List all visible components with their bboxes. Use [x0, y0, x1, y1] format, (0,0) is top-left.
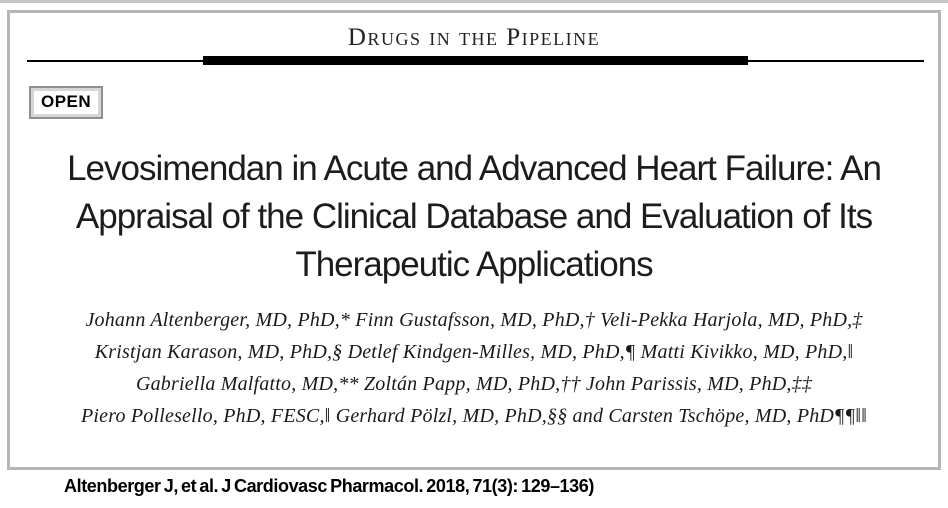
- rule-thin-left: [27, 60, 203, 62]
- article-title-line-3: Therapeutic Applications: [295, 245, 653, 284]
- masthead-rule: [27, 56, 924, 65]
- author-line-1: Johann Altenberger, MD, PhD,* Finn Gustafsson, MD, PhD,† Veli-Pekka Harjola, MD, PhD,‡: [85, 309, 863, 331]
- article-title-line-1: Levosimendan in Acute and Advanced Heart Failure: An: [67, 149, 881, 188]
- journal-section-header: Drugs in the Pipeline: [347, 24, 601, 51]
- rule-thin-right: [748, 60, 924, 62]
- author-line-3: Gabriella Malfatto, MD,** Zoltán Papp, MD, PhD,†† John Parissis, MD, PhD,‡‡: [135, 373, 813, 395]
- author-line-4: Piero Pollesello, PhD, FESC,‖ Gerhard Pölzl, MD, PhD,§§ and Carsten Tschöpe, MD, PhD¶¶‖‖: [80, 405, 868, 427]
- article-title: [10, 145, 938, 289]
- citation-text: Altenberger J, et al. J Cardiovasc Pharmacol. 2018, 71(3): 129–136): [64, 476, 594, 496]
- article-title-line-2: Appraisal of the Clinical Database and Evaluation of Its: [75, 197, 873, 236]
- masthead: [10, 24, 938, 52]
- article-page: [7, 10, 941, 470]
- open-access-badge: [29, 86, 103, 119]
- rule-thick-center: [203, 56, 748, 65]
- author-line-2: Kristjan Karason, MD, PhD,§ Detlef Kindgen-Milles, MD, PhD,¶ Matti Kivikko, MD, PhD,‖: [94, 341, 854, 363]
- open-access-badge-label: OPEN: [34, 91, 98, 114]
- window-top-edge: [0, 0, 948, 3]
- author-list: [10, 304, 938, 432]
- badge-row: [29, 86, 938, 119]
